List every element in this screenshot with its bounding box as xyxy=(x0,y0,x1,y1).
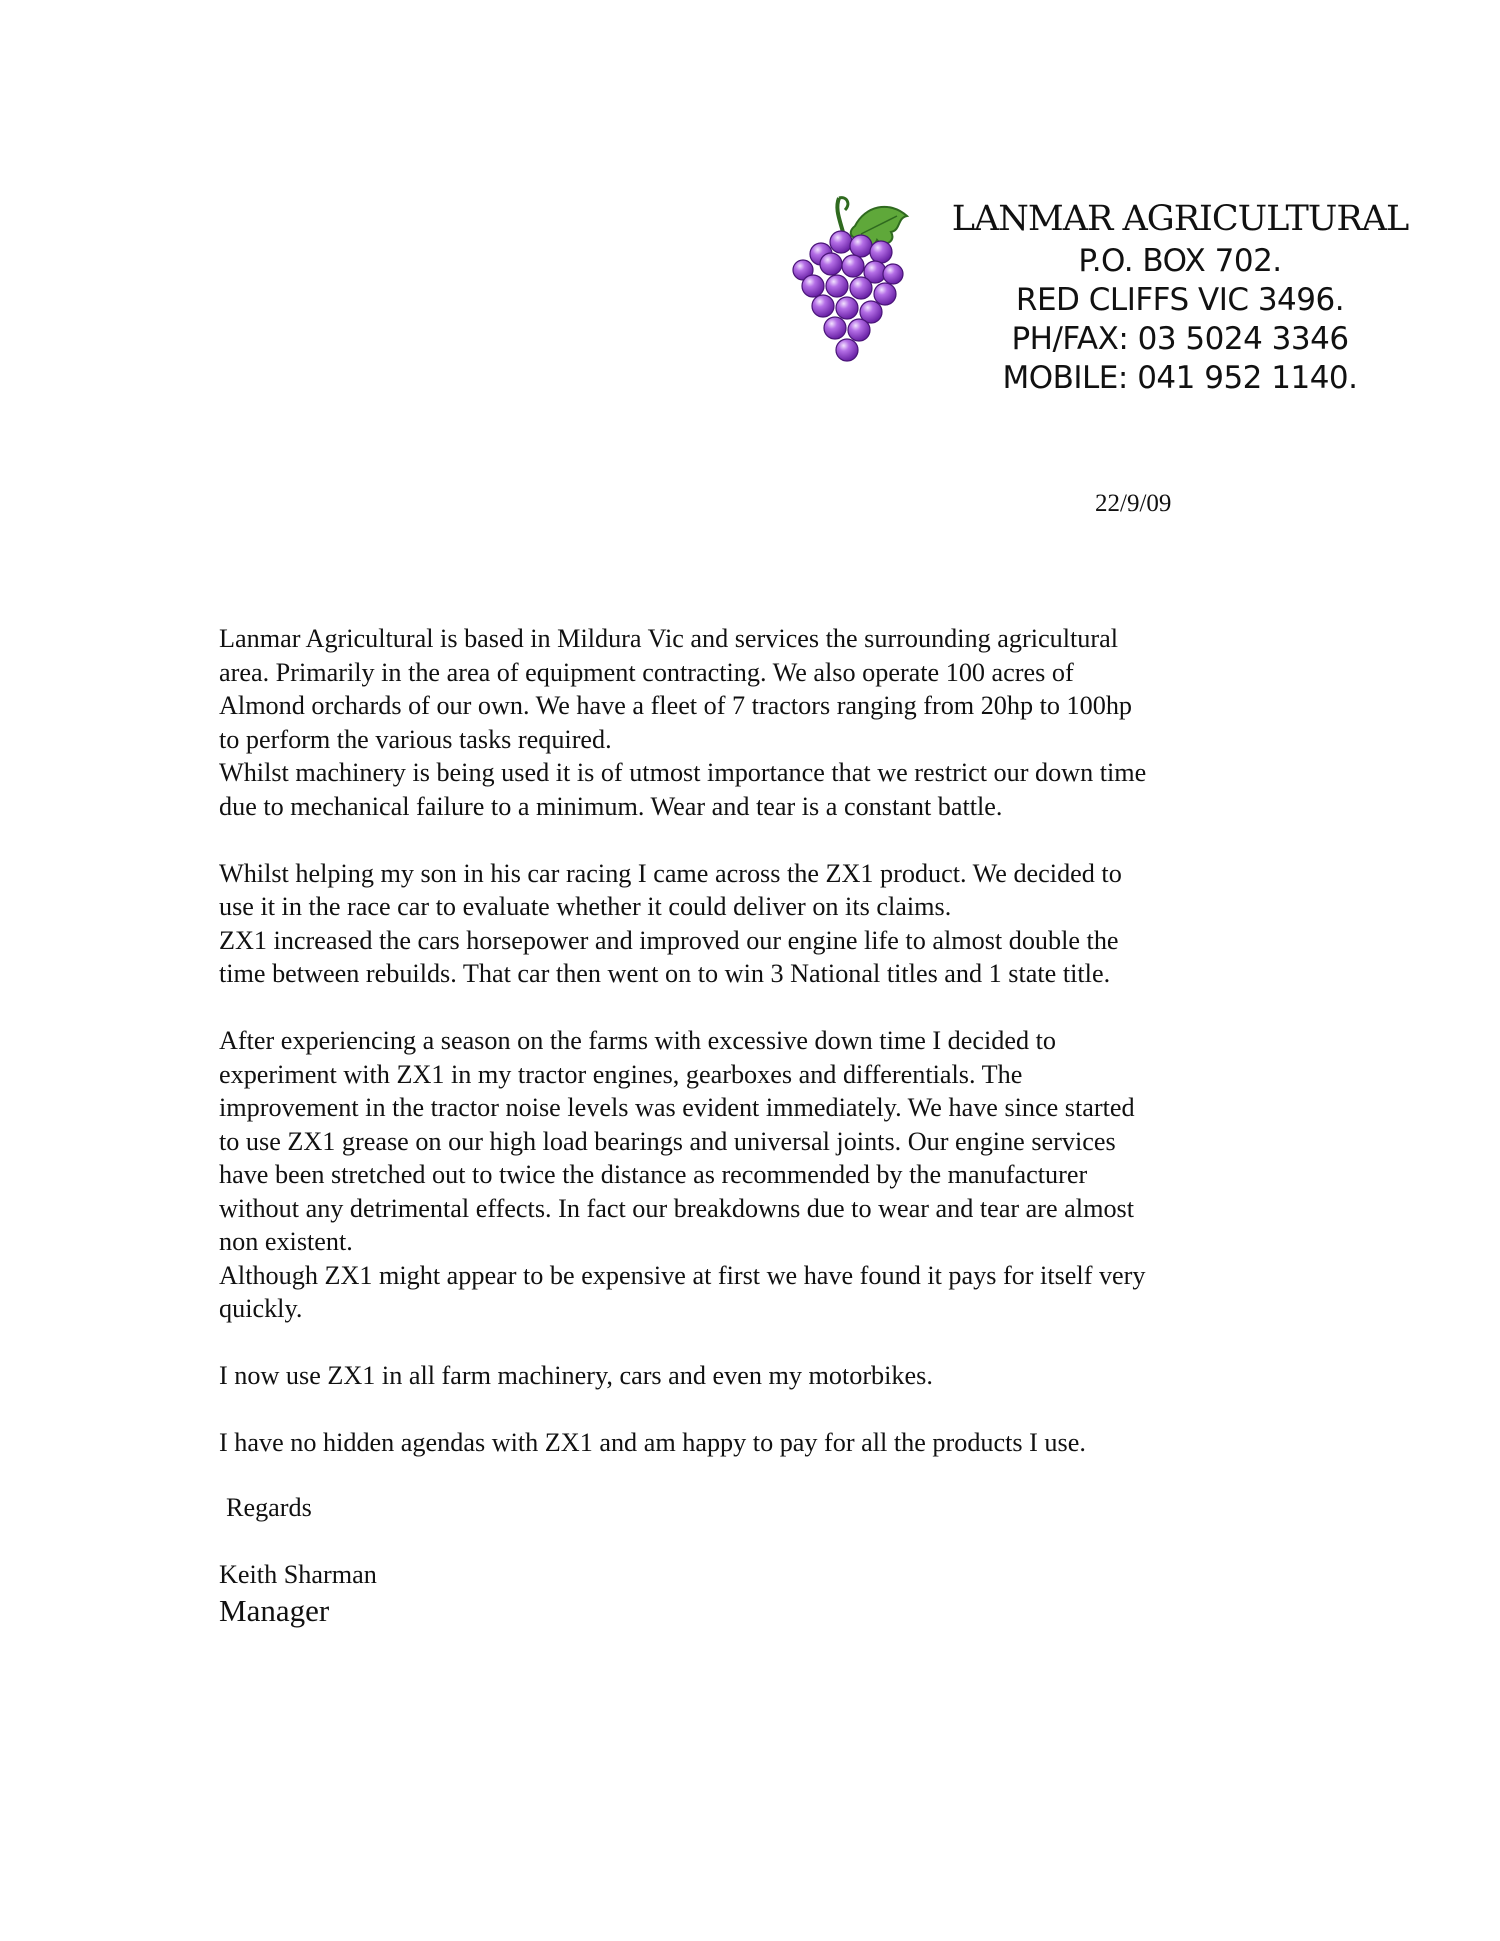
text-line: experiment with ZX1 in my tractor engines, gearboxes and differentials. The xyxy=(219,1059,1023,1089)
paragraph-1 xyxy=(219,622,1319,823)
text-line: ZX1 increased the cars horsepower and improved our engine life to almost double the xyxy=(219,925,1119,955)
text-line: I have no hidden agendas with ZX1 and am happy to pay for all the products I use. xyxy=(219,1428,1086,1457)
text-line: Lanmar Agricultural is based in Mildura Vic and services the surrounding agricultural xyxy=(219,624,1118,653)
text-line: without any detrimental effects. In fact our breakdowns due to wear and tear are almost xyxy=(219,1193,1135,1223)
company-name: LANMAR AGRICULTURAL xyxy=(951,199,1409,239)
text-line: have been stretched out to twice the distance as recommended by the manufacturer xyxy=(219,1160,1088,1189)
text-line: Although ZX1 might appear to be expensive at first we have found it pays for itself very xyxy=(219,1260,1146,1290)
paragraph-gap xyxy=(219,1326,1319,1360)
paragraph-5 xyxy=(219,1426,1319,1460)
phone-fax: PH/FAX: 03 5024 3346 xyxy=(1011,321,1349,357)
paragraph-3 xyxy=(219,1024,1319,1326)
letterhead xyxy=(940,196,1420,398)
text-line: After experiencing a season on the farms with excessive down time I decided to xyxy=(219,1026,1056,1055)
signer-name: Keith Sharman xyxy=(219,1560,377,1589)
text-line: I now use ZX1 in all farm machinery, cars and even my motorbikes. xyxy=(219,1361,933,1390)
paragraph-2 xyxy=(219,857,1319,991)
signer-title: Manager xyxy=(219,1592,330,1628)
letter-body xyxy=(219,622,1319,1460)
address: RED CLIFFS VIC 3496. xyxy=(1015,282,1345,318)
letter-date: 22/9/09 xyxy=(1095,490,1172,517)
text-line: quickly. xyxy=(219,1294,303,1323)
text-line: Almond orchards of our own. We have a fleet of 7 tractors ranging from 20hp to 100hp xyxy=(219,691,1133,720)
signature-block xyxy=(219,1491,377,1630)
mobile: MOBILE: 041 952 1140. xyxy=(1002,360,1358,396)
paragraph-gap xyxy=(219,823,1319,857)
text-line: use it in the race car to evaluate whether it could deliver on its claims. xyxy=(219,892,952,921)
paragraph-gap xyxy=(219,991,1319,1025)
text-line: Whilst machinery is being used it is of utmost importance that we restrict our down time xyxy=(219,758,1147,787)
text-line: to use ZX1 grease on our high load bearings and universal joints. Our engine services xyxy=(219,1126,1116,1156)
paragraph-4 xyxy=(219,1359,1319,1393)
text-line: time between rebuilds. That car then went on to win 3 National titles and 1 state title. xyxy=(219,959,1111,988)
text-line: due to mechanical failure to a minimum. Wear and tear is a constant battle. xyxy=(219,791,1003,821)
text-line: to perform the various tasks required. xyxy=(219,724,612,754)
text-line: non existent. xyxy=(219,1227,353,1256)
paragraph-gap xyxy=(219,1393,1319,1427)
text-line: area. Primarily in the area of equipment contracting. We also operate 100 acres of xyxy=(219,657,1074,687)
text-line: improvement in the tractor noise levels was evident immediately. We have since started xyxy=(219,1093,1135,1122)
text-line: Whilst helping my son in his car racing I came across the ZX1 product. We decided to xyxy=(219,858,1122,888)
grape-cluster-icon xyxy=(785,190,925,380)
po-box: P.O. BOX 702. xyxy=(1078,243,1282,279)
closing: Regards xyxy=(226,1493,312,1522)
